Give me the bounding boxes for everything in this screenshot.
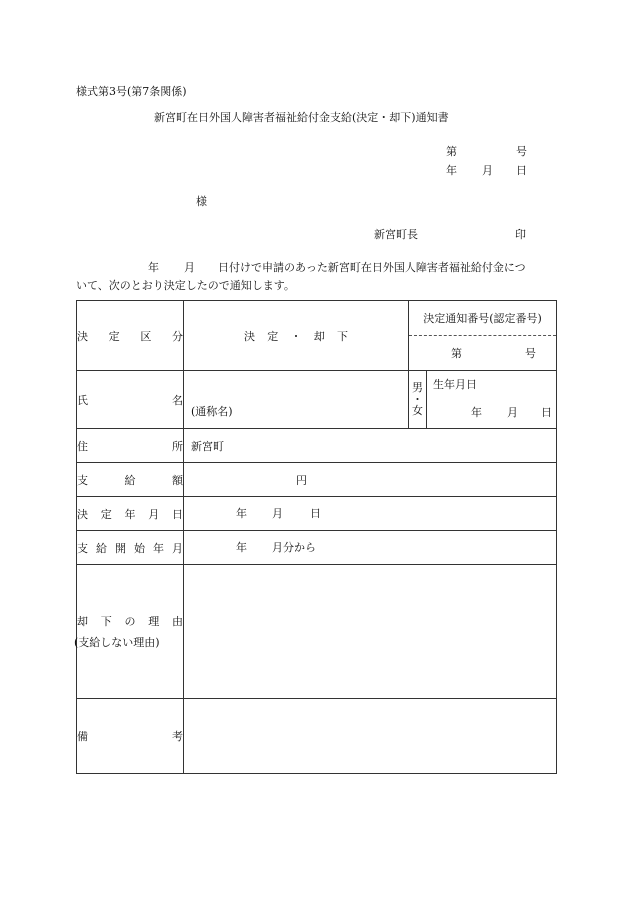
name-value-cell[interactable] bbox=[184, 371, 409, 429]
remarks-value-cell[interactable] bbox=[184, 699, 557, 774]
payment-start-month: 月分から bbox=[272, 541, 316, 554]
label-char: 日 bbox=[172, 507, 183, 521]
label-char: 月 bbox=[148, 507, 160, 521]
label-char: 考 bbox=[172, 730, 183, 743]
issuer-name: 新宮町長 bbox=[374, 228, 418, 241]
payment-start-value-cell[interactable] bbox=[184, 531, 557, 565]
label-rejection-reason bbox=[74, 565, 184, 699]
label-decision-type bbox=[77, 301, 184, 371]
address-value-cell[interactable] bbox=[184, 429, 557, 463]
label-char: 備 bbox=[77, 730, 88, 743]
intro-year: 年 bbox=[148, 261, 159, 274]
label-char: 額 bbox=[172, 473, 183, 487]
value-char: 決 bbox=[244, 329, 255, 343]
decision-date-value-cell[interactable] bbox=[184, 497, 557, 531]
label-char: 却 bbox=[77, 615, 88, 628]
label-char: 決 bbox=[77, 329, 88, 343]
label-char: 支 bbox=[77, 473, 88, 487]
gender-options bbox=[409, 382, 426, 417]
address-value: 新宮町 bbox=[191, 439, 224, 453]
decision-date-month: 月 bbox=[272, 507, 283, 520]
date-month: 月 bbox=[482, 164, 493, 177]
amount-value-cell[interactable] bbox=[184, 463, 557, 497]
row-name bbox=[77, 371, 557, 429]
label-char: 分 bbox=[171, 329, 183, 343]
value-char: 定 bbox=[267, 329, 279, 343]
label-char: 支 bbox=[77, 541, 88, 555]
birthdate-cell[interactable] bbox=[427, 371, 557, 429]
row-remarks bbox=[77, 699, 557, 774]
label-name bbox=[77, 371, 184, 429]
label-char: 由 bbox=[172, 615, 183, 628]
alias-label: (通称名) bbox=[191, 405, 233, 418]
value-char: 却 bbox=[313, 329, 325, 343]
decision-date-day: 日 bbox=[310, 507, 321, 520]
label-char: 理 bbox=[148, 615, 160, 628]
label-char: 年 bbox=[124, 507, 136, 521]
addressee-suffix: 様 bbox=[196, 195, 207, 208]
label-char: 月 bbox=[172, 541, 183, 555]
decision-value-cell[interactable] bbox=[184, 301, 409, 371]
date-day: 日 bbox=[516, 164, 527, 177]
label-char: 所 bbox=[172, 439, 183, 453]
notice-table bbox=[76, 300, 557, 774]
label-char: 開 bbox=[115, 541, 126, 555]
row-decision-date bbox=[77, 497, 557, 531]
label-char: 始 bbox=[134, 541, 145, 555]
gender-cell[interactable] bbox=[409, 371, 427, 429]
birthdate-year: 年 bbox=[471, 406, 482, 419]
value-char: 下 bbox=[337, 329, 348, 343]
seal-mark: 印 bbox=[515, 228, 526, 241]
rejection-reason-value-cell[interactable] bbox=[184, 565, 557, 699]
form-number: 様式第3号(第7条関係) bbox=[76, 85, 187, 98]
birthdate-month: 月 bbox=[507, 406, 518, 419]
label-amount bbox=[77, 463, 184, 497]
row-amount bbox=[77, 463, 557, 497]
label-address bbox=[77, 429, 184, 463]
label-char: 区 bbox=[140, 329, 152, 343]
gender-male: 男 bbox=[412, 381, 423, 395]
decision-date-year: 年 bbox=[236, 507, 247, 520]
notice-number-label: 決定通知番号(認定番号) bbox=[423, 312, 542, 325]
intro-line2: いて、次のとおり決定したので通知します。 bbox=[76, 279, 295, 292]
label-char: 氏 bbox=[77, 393, 88, 407]
payment-start-year: 年 bbox=[236, 541, 247, 554]
label-char: 住 bbox=[77, 439, 88, 453]
notice-number-suffix: 号 bbox=[525, 347, 536, 360]
label-char: 決 bbox=[77, 507, 88, 521]
label-char: 定 bbox=[108, 329, 120, 343]
gender-female: 女 bbox=[412, 404, 423, 418]
row-address bbox=[77, 429, 557, 463]
row-rejection-reason bbox=[77, 565, 557, 699]
notice-number-prefix: 第 bbox=[451, 347, 462, 360]
label-char: 給 bbox=[124, 473, 136, 487]
notice-number-cell[interactable] bbox=[409, 301, 557, 371]
label-decision-date bbox=[77, 497, 184, 531]
birthdate-day: 日 bbox=[541, 406, 552, 419]
label-char: 定 bbox=[100, 507, 112, 521]
label-remarks bbox=[77, 699, 184, 774]
date-year: 年 bbox=[446, 164, 457, 177]
intro-line1: 日付けで申請のあった新宮町在日外国人障害者福祉給付金につ bbox=[218, 261, 526, 274]
doc-number-prefix: 第 bbox=[446, 145, 457, 158]
label-char: 名 bbox=[172, 393, 183, 407]
amount-unit: 円 bbox=[296, 473, 307, 487]
label-char: 年 bbox=[153, 541, 164, 555]
intro-month: 月 bbox=[184, 261, 195, 274]
row-payment-start bbox=[77, 531, 557, 565]
doc-number-suffix: 号 bbox=[516, 145, 527, 158]
gender-separator: ・ bbox=[412, 392, 423, 406]
label-char: 下 bbox=[100, 615, 112, 628]
notice-number-value bbox=[409, 335, 556, 370]
label-char: 給 bbox=[96, 541, 107, 555]
rejection-subtitle: (支給しない理由) bbox=[74, 636, 160, 649]
label-payment-start bbox=[77, 531, 184, 565]
birthdate-label: 生年月日 bbox=[433, 378, 477, 391]
document-title: 新宮町在日外国人障害者福祉給付金支給(決定・却下)通知書 bbox=[154, 111, 449, 124]
decision-value bbox=[244, 328, 348, 344]
value-char: ・ bbox=[290, 329, 302, 343]
label-char: の bbox=[124, 615, 136, 628]
row-decision-type bbox=[77, 301, 557, 371]
